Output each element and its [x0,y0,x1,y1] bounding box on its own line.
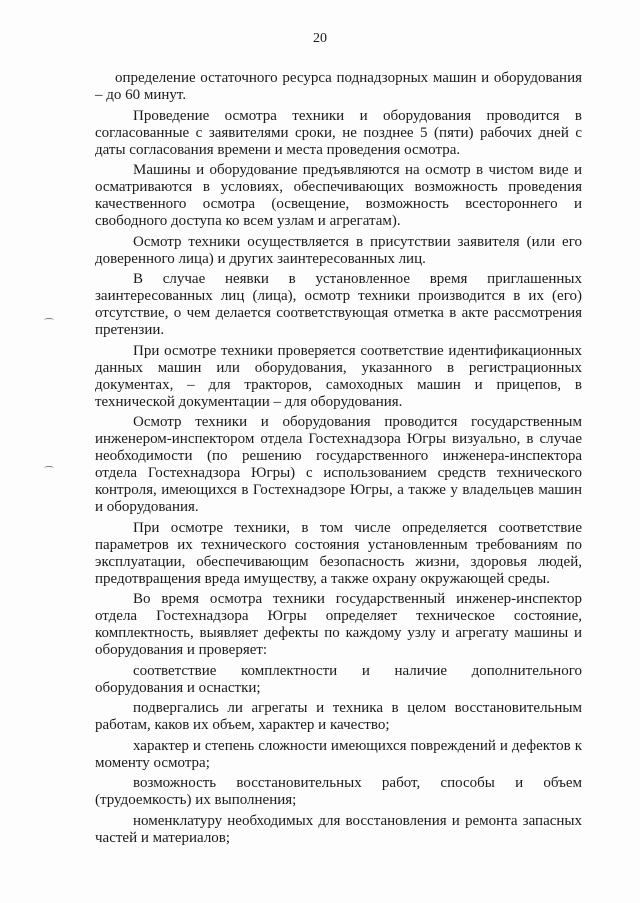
list-item: возможность восстановительных работ, способы и объем (трудоемкость) их выполнения; [95,775,582,808]
paragraph: Осмотр техники осуществляется в присутствии заявителя (или его доверенного лица) и других заинтересованных лиц. [95,233,582,267]
scan-margin-mark [44,318,54,322]
paragraph: При осмотре техники, в том числе определяется соответствие параметров их технического состояния установленным требованиям по эксплуатации, обеспечивающим безопасность жизни, здоровья людей, предотвращения вреда имуществу, а также охрану окружающей среды. [95,519,582,587]
paragraph: При осмотре техники проверяется соответствие идентификационных данных машин или оборудования, указанного в регистрационных документах, – для тракторов, самоходных машин и прицепов, в технической документации – для оборудования. [95,342,582,410]
list-item: подвергались ли агрегаты и техника в целом восстановительным работам, каков их объем, характер и качество; [95,700,582,733]
paragraph: Проведение осмотра техники и оборудования проводится в согласованные с заявителями сроки, не позднее 5 (пяти) рабочих дней с даты согласования времени и места проведения осмотра. [95,107,582,158]
page-number: 20 [313,31,327,46]
paragraph: определение остаточного ресурса поднадзорных машин и оборудования – до 60 минут. [95,70,582,103]
paragraph: Осмотр техники и оборудования проводится государственным инженером-инспектором отдела Гостехнадзора Югры визуально, в случае необходимости (по решению государственного инженера-инспектора отдела Гостехнадзора Югры) с использованием средств технического контроля, имеющихся в Гостехнадзоре Югры, а также у владельцев машин и оборудования. [95,414,582,515]
paragraph: В случае неявки в установленное время приглашенных заинтересованных лиц (лица), осмотр техники производится в их (его) отсутствие, о чем делается соответствующая отметка в акте рассмотрения претензии. [95,271,582,338]
list-item: номенклатуру необходимых для восстановления и ремонта запасных частей и материалов; [95,812,582,846]
paragraph: Машины и оборудование предъявляются на осмотр в чистом виде и осматриваются в условиях, обеспечивающих возможность проведения качественного осмотра (освещение, возможность всестороннего и свободного доступа ко всем узлам и агрегатам). [95,162,582,229]
list-item: характер и степень сложности имеющихся повреждений и дефектов к моменту осмотра; [95,737,582,771]
document-body [95,70,582,850]
list-item: соответствие комплектности и наличие дополнительного оборудования и оснастки; [95,662,582,696]
paragraph: Во время осмотра техники государственный инженер-инспектор отдела Гостехнадзора Югры определяет техническое состояние, комплектность, выявляет дефекты по каждому узлу и агрегату машины и оборудования и проверяет: [95,591,582,658]
scan-margin-mark [44,466,54,470]
